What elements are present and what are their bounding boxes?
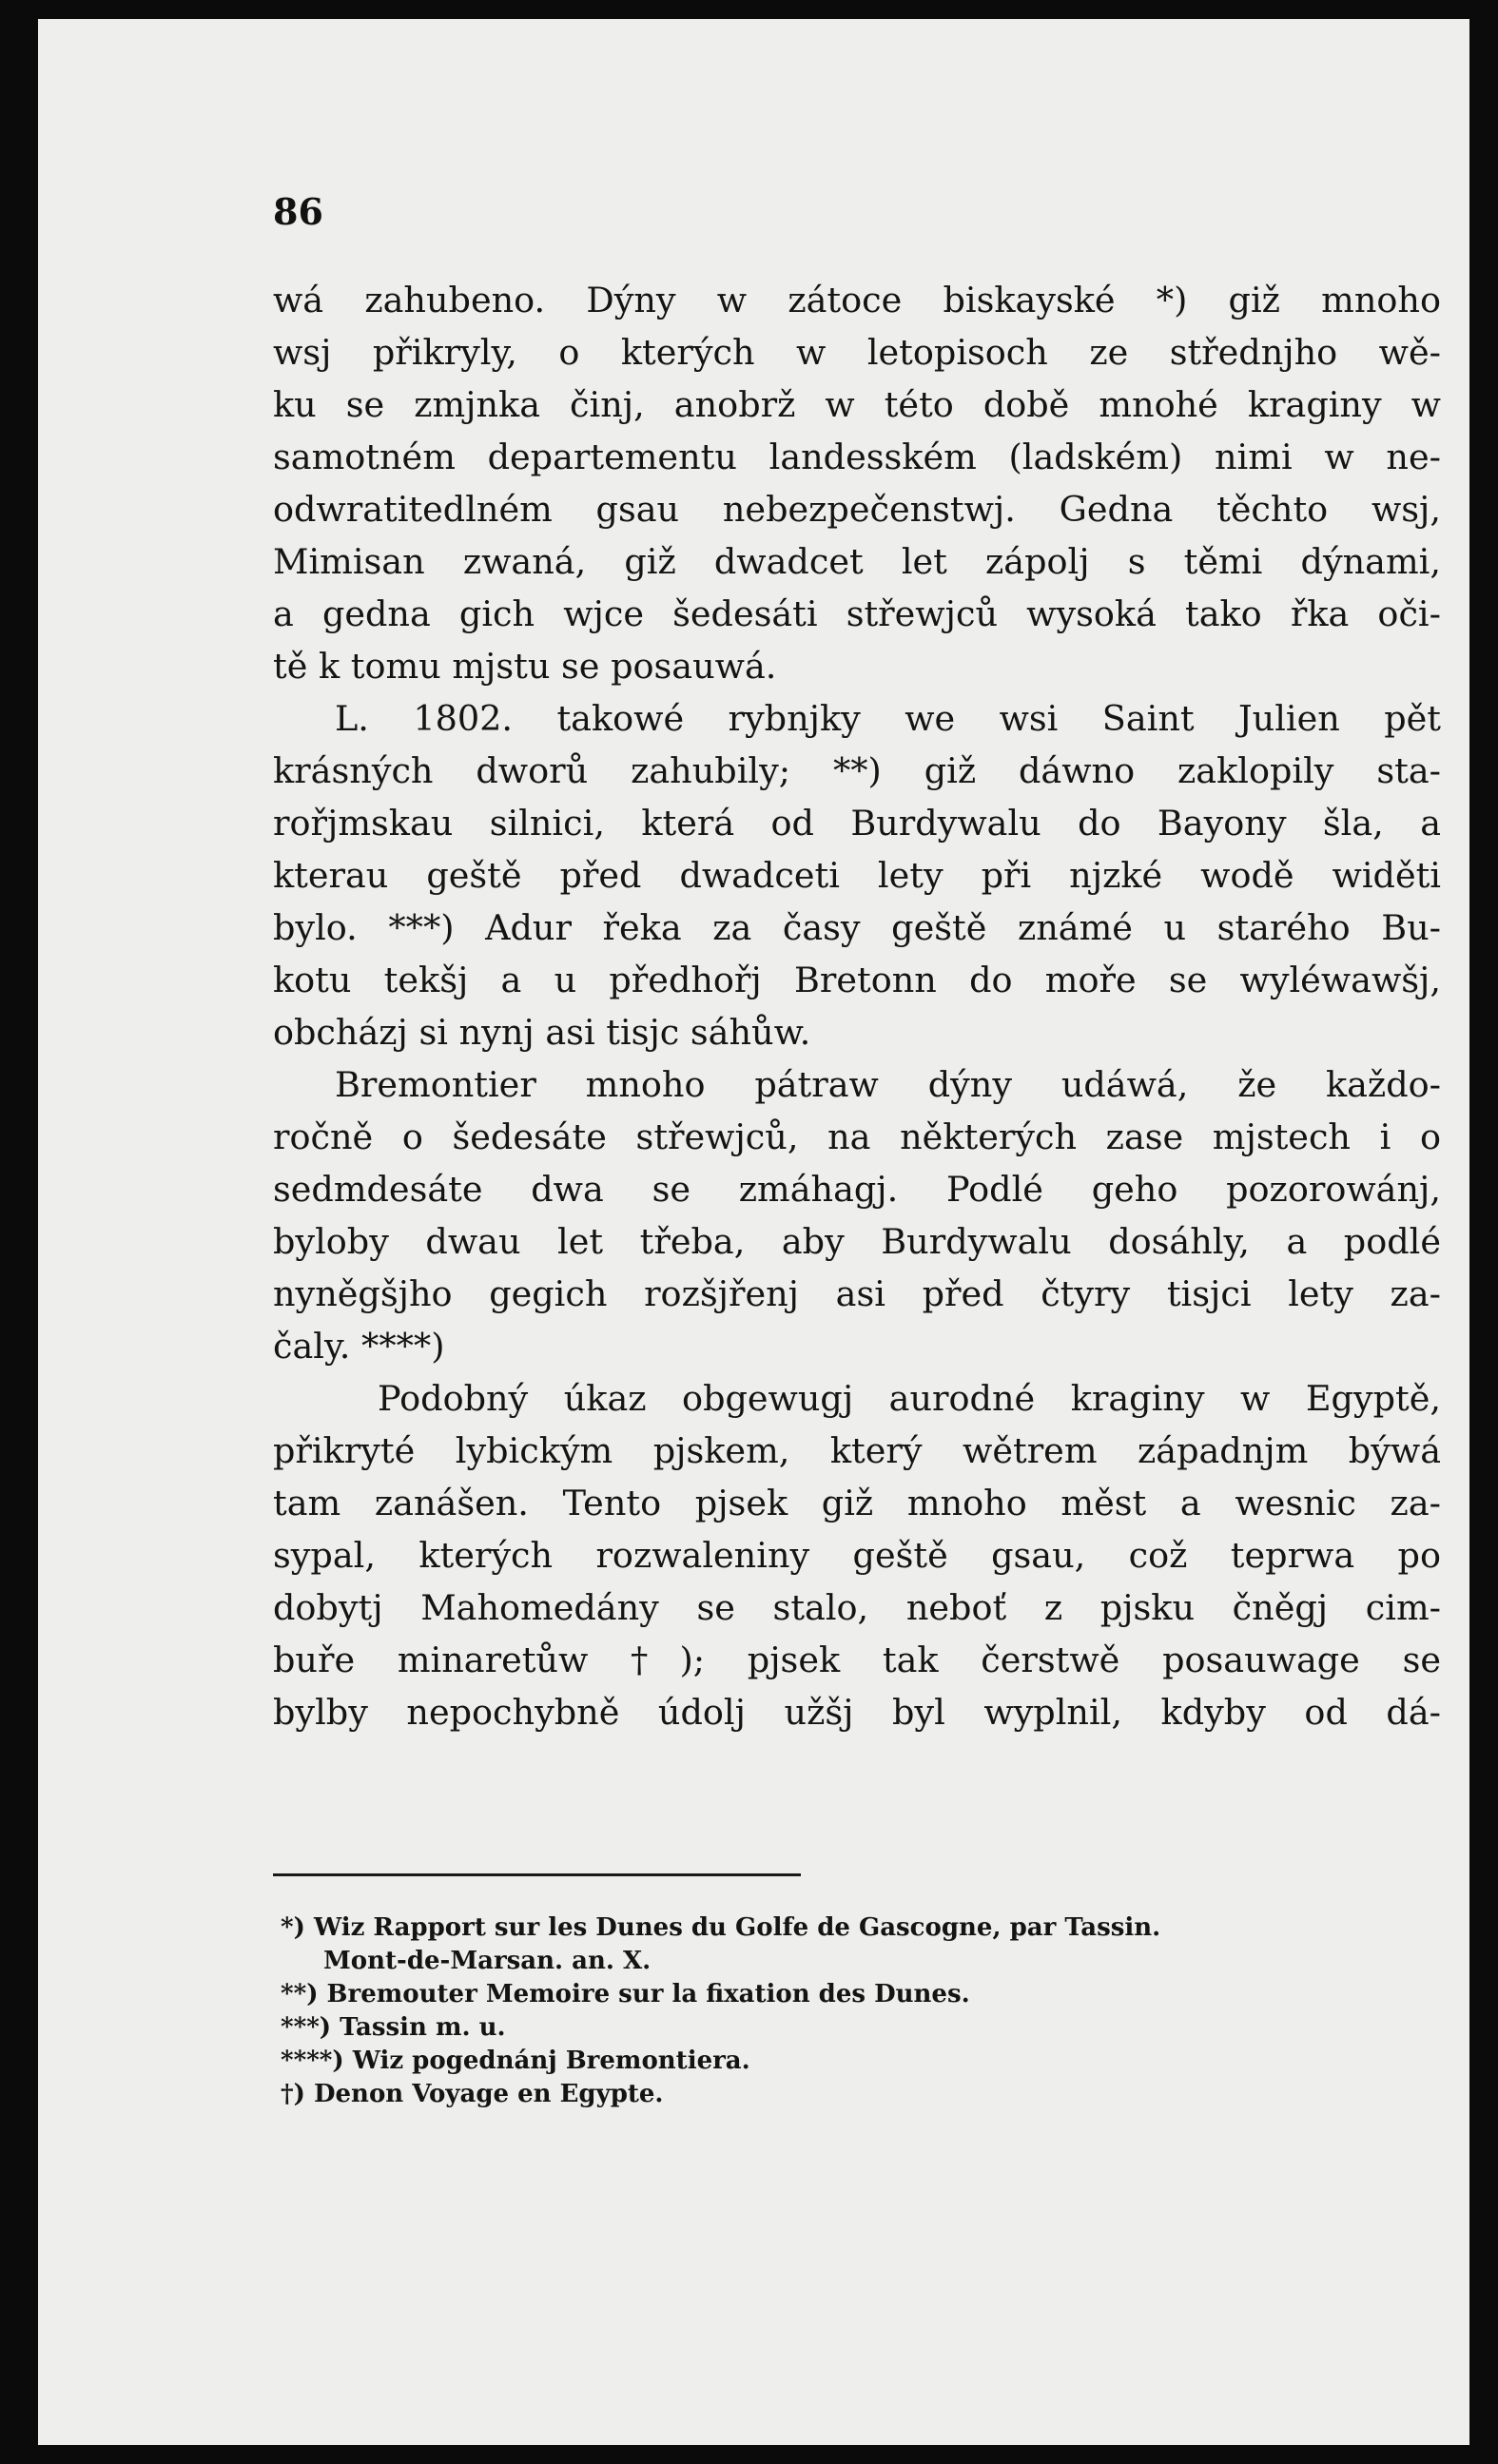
text-line: ku se zmjnka činj, anobrž w této době mnohé kraginy w <box>273 384 1441 425</box>
text-line: wá zahubeno. Dýny w zátoce biskayské *) giž mnoho <box>273 280 1441 320</box>
text-line: sedmdesáte dwa se zmáhagj. Podlé geho pozorowánj, <box>273 1169 1441 1210</box>
text-line: buře minaretůw †); pjsek tak čerstwě posauwage se <box>273 1639 1441 1680</box>
text-line: odwratitedlném gsau nebezpečenstwj. Gedna těchto wsj, <box>273 489 1441 530</box>
footnote-line: **) Bremouter Memoire sur la fixation des Dunes. <box>281 1980 970 2008</box>
text-line: Mimisan zwaná, giž dwadcet let zápolj s těmi dýnami, <box>273 541 1441 582</box>
text-line: čaly. ****) <box>273 1326 445 1367</box>
text-line: samotném departementu landesském (ladském) nimi w ne- <box>273 437 1441 477</box>
footnote-line: Mont-de-Marsan. an. X. <box>323 1947 652 1975</box>
text-line: krásných dworů zahubily; **) giž dáwno zaklopily sta- <box>273 750 1441 791</box>
text-line: nyněgšjho gegich rozšjřenj asi před čtyry tisjci lety za- <box>273 1273 1441 1314</box>
text-line: a gedna gich wjce šedesáti střewjců wysoká tako řka oči- <box>273 593 1441 634</box>
footnote-rule <box>273 1873 801 1876</box>
text-line: obcházj si nynj asi tisjc sáhůw. <box>273 1012 811 1053</box>
footnote-line: ****) Wiz pogednánj Bremontiera. <box>281 2047 750 2075</box>
footnote-line: *) Wiz Rapport sur les Dunes du Golfe de Gascogne, par Tassin. <box>281 1913 1161 1942</box>
text-line: L. 1802. takowé rybnjky we wsi Saint Julien pět <box>335 698 1441 739</box>
text-line: tě k tomu mjstu se posauwá. <box>273 646 777 687</box>
text-line: wsj přikryly, o kterých w letopisoch ze střednjho wě- <box>273 332 1441 373</box>
footnotes <box>281 1911 1431 2111</box>
text-line: bylo. ***) Adur řeka za časy geště známé u starého Bu- <box>273 907 1441 948</box>
text-line: sypal, kterých rozwaleniny geště gsau, což teprwa po <box>273 1535 1441 1576</box>
text-line: dobytj Mahomedány se stalo, neboť z pjsku čněgj cim- <box>273 1587 1441 1628</box>
page-number: 86 <box>273 190 323 233</box>
text-line: kterau geště před dwadceti lety při njzké wodě widěti <box>273 855 1441 896</box>
footnote-line: †) Denon Voyage en Egypte. <box>281 2080 664 2108</box>
text-line: byloby dwau let třeba, aby Burdywalu dosáhly, a podlé <box>273 1221 1441 1262</box>
text-line: Podobný úkaz obgewugj aurodné kraginy w Egyptě, <box>378 1378 1441 1419</box>
book-page <box>38 19 1469 2445</box>
text-line: ročně o šedesáte střewjců, na některých zase mjstech i o <box>273 1116 1441 1157</box>
text-line: tam zanášen. Tento pjsek giž mnoho měst a wesnic za- <box>273 1483 1441 1523</box>
footnote-line: ***) Tassin m. u. <box>281 2013 506 2042</box>
text-line: kotu tekšj a u předhořj Bretonn do moře se wyléwawšj, <box>273 960 1441 1000</box>
text-line: přikryté lybickým pjskem, který wětrem západnjm býwá <box>273 1430 1441 1471</box>
body-text <box>273 274 1441 1738</box>
text-line: Bremontier mnoho pátraw dýny udáwá, že každo- <box>335 1064 1441 1105</box>
text-line: rořjmskau silnici, která od Burdywalu do Bayony šla, a <box>273 803 1441 844</box>
text-line: bylby nepochybně údolj užšj byl wyplnil, kdyby od dá- <box>273 1692 1441 1733</box>
